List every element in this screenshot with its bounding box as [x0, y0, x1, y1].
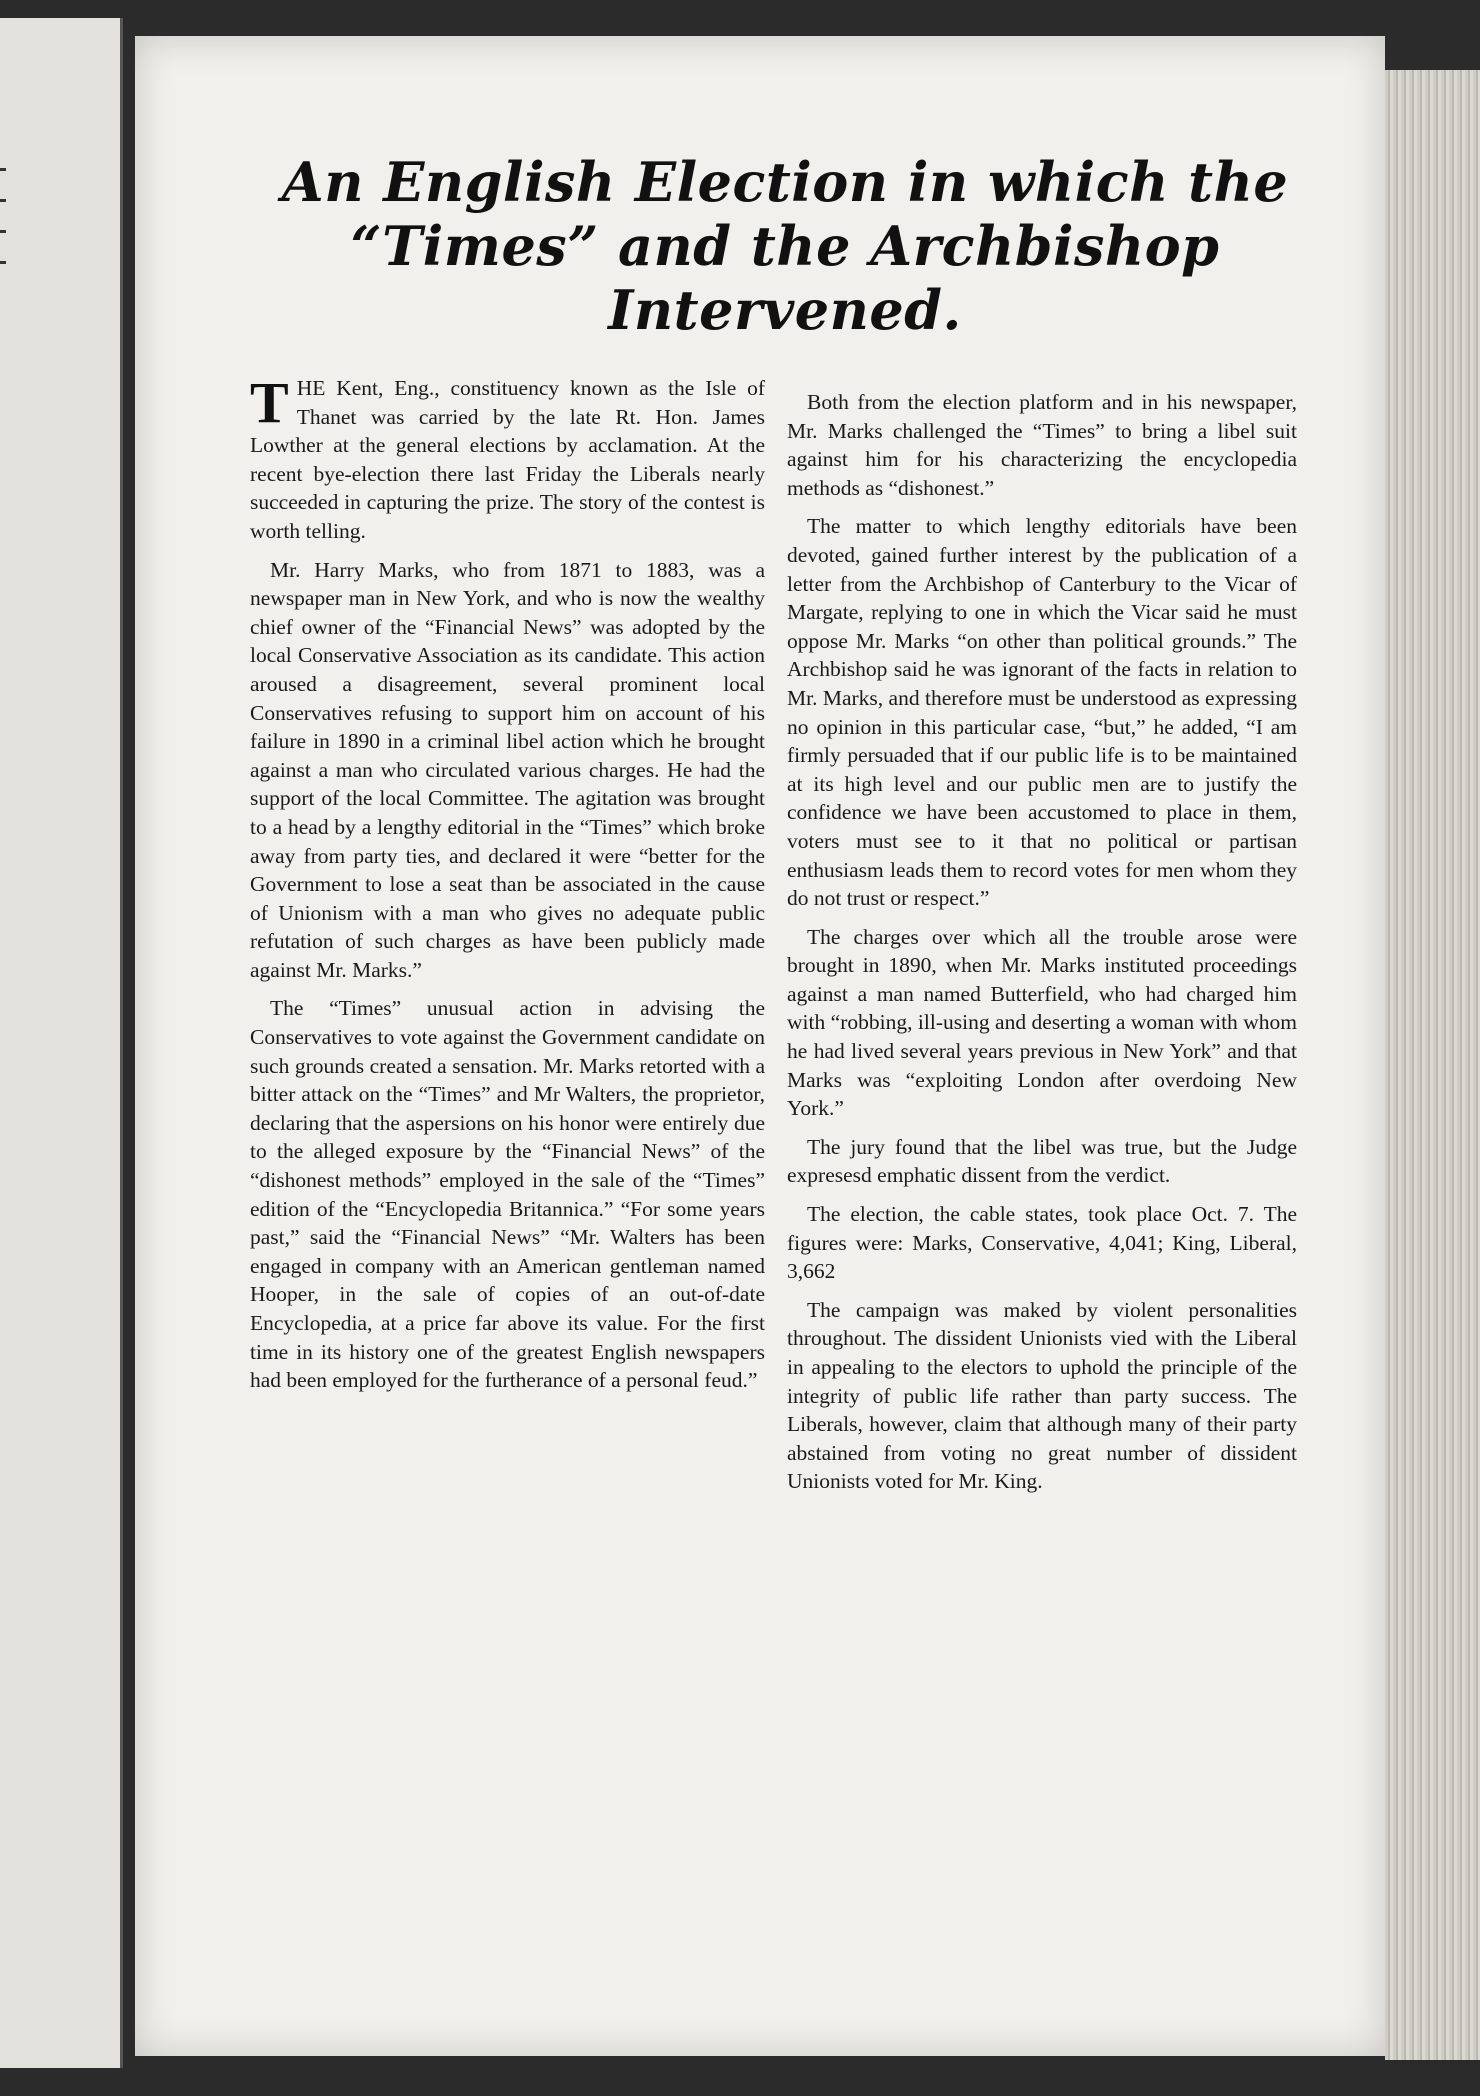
facing-page [0, 18, 123, 2068]
facing-page-marks [0, 168, 6, 368]
paragraph [250, 370, 765, 546]
title-line-2: “Times” and the Archbishop [350, 214, 1220, 278]
paragraph: The jury found that the libel was true, but the Judge expresesd emphatic dissent from the verdict. [787, 1134, 1297, 1188]
article-title [250, 150, 1320, 342]
right-column [787, 388, 1297, 1506]
paragraph: Mr. Harry Marks, who from 1871 to 1883, was a newspaper man in New York, and who is now the wealthy chief owner of the “Financial News” was adopted by the local Conservative Association as its candidate. This action aroused a disagreement, several prominent local Conservatives refusing to support him on account of his failure in 1890 in a criminal libel action which he brought against a man who circulated various charges. He had the support of the local Committee. The agitation was brought to a head by a lengthy editorial in the “Times” which broke away from party ties, and declared it were “better for the Government to lose a seat than be associated in the cause of Unionism with a man who gives no adequate public refutation of such charges as have been publicly made against Mr. Marks.” [250, 557, 765, 982]
paragraph: The election, the cable states, took place Oct. 7. The figures were: Marks, Conservative, 4,041; King, Liberal, 3,662 [787, 1202, 1297, 1284]
paragraph: The matter to which lengthy editorials have been devoted, gained further interest by the publication of a letter from the Archbishop of Canterbury to the Vicar of Margate, replying to one in which the Vicar said he must oppose Mr. Marks “on other than political grounds.” The Archbishop said he was ignorant of the facts in relation to Mr. Marks, and therefore must be understood as expressing no opinion in this particular case, “but,” he added, “I am firmly persuaded that if our public life is to be maintained at its high level and our public men are to justify the confidence we have been accustomed to place in them, voters must see to it that no political or partisan enthusiasm leads them to record votes for men whom they do not trust or respect.” [787, 514, 1297, 911]
paragraph: The “Times” unusual action in advising the Conservatives to vote against the Government candidate on such grounds created a sensation. Mr. Marks retorted with a bitter attack on the “Times” and Mr Walters, the proprietor, declaring that the aspersions on his honor were entirely due to the alleged exposure by the “Financial News” of the “dishonest methods” employed in the sale of the “Times” edition of the “Encyclopedia Britannica.” “For some years past,” said the “Financial News” “Mr. Walters has been engaged in company with an American gentleman named Hooper, in the sale of copies of an out-of-date Encyclopedia, at a price far above its value. For the first time in its history one of the greatest English newspapers had been employed for the furtherance of a personal feud.” [250, 996, 765, 1393]
paragraph: Both from the election platform and in his newspaper, Mr. Marks challenged the “Times” to bring a libel suit against him for his characterizing the encyclopedia methods as “dishonest.” [787, 390, 1297, 500]
left-column [250, 370, 765, 1405]
drop-cap: T [250, 370, 289, 435]
paragraph-text: HE Kent, Eng., constituency known as the Isle of Thanet was carried by the late Rt. Hon. James Lowther at the general elections by acclamation. At the recent bye-election there last Friday the Liberals nearly succeeded in capturing the prize. The story of the contest is worth telling. [250, 376, 765, 543]
paragraph: The charges over which all the trouble arose were brought in 1890, when Mr. Marks instituted proceedings against a man named Butterfield, who had charged him with “robbing, ill-using and deserting a woman with whom he had lived several years previous in New York” and that Marks was “exploiting London after overdoing New York.” [787, 924, 1297, 1121]
paragraph: The campaign was maked by violent personalities throughout. The dissident Unionists vied with the Liberal in appealing to the electors to uphold the principle of the integrity of public life rather than party success. The Liberals, however, claim that although many of their party abstained from voting no great number of dissident Unionists voted for Mr. King. [787, 1297, 1297, 1494]
title-line-1: An English Election in which the [281, 150, 1289, 214]
page-stack-edge [1385, 70, 1480, 2060]
title-line-3: Intervened. [608, 278, 962, 342]
